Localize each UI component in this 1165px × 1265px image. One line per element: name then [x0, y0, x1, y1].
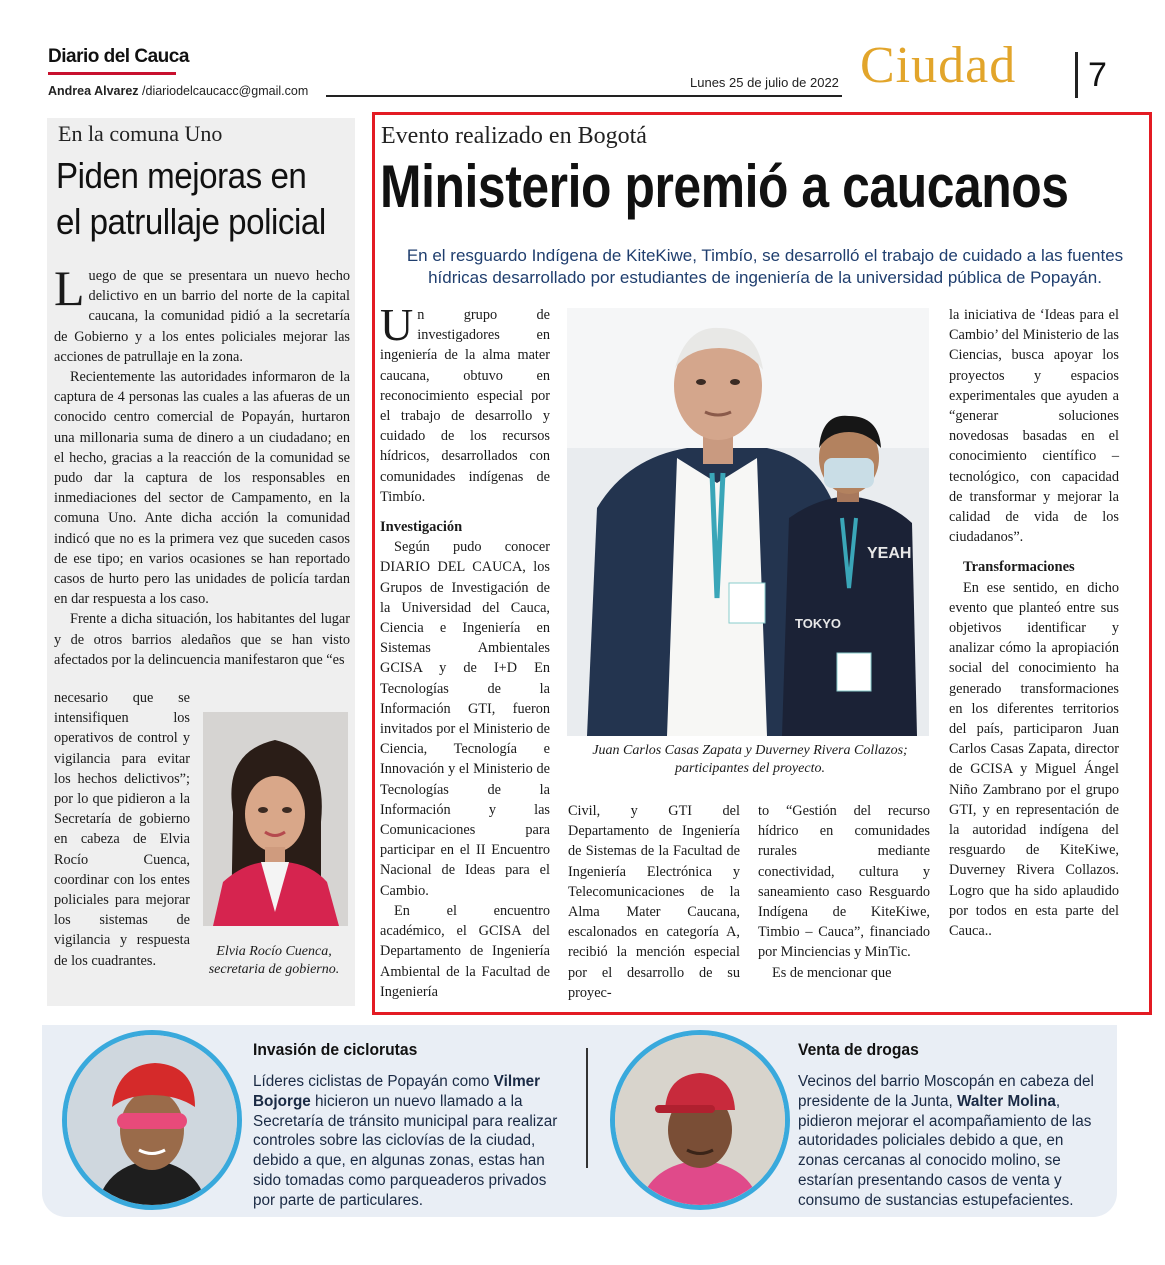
main-column-4 [949, 305, 1119, 941]
brief-2-text [798, 1072, 1108, 1211]
byline-author: Andrea Alvarez [48, 84, 139, 98]
main-photo-caption: Juan Carlos Casas Zapata y Duverney Rivera Collazos; participantes del proyecto. [592, 743, 908, 776]
main-column-4-text: la iniciativa de ‘Ideas para el Cambio’ del Ministerio de las Ciencias, busca apoyar los proyectos y espacios experimentales que ayuden a “generar soluciones novedosas basadas en el conocimiento científico – tecnológico, con capacidad de transformar y mejorar la calidad de vida de los ciudadanos”. [949, 307, 1119, 546]
section-separator [1075, 52, 1078, 98]
left-dropcap: L [54, 260, 85, 316]
left-article-title: Piden mejoras en el patrullaje policial [56, 155, 326, 242]
brief-2-text-a: Vecinos del barrio Moscopán en cabeza del presidente de la Junta, [798, 1073, 1094, 1110]
main-article-title: Ministerio premió a caucanos [380, 153, 1069, 220]
cyclist-illustration [67, 1035, 237, 1205]
brief-1-text-b: hicieron un nuevo llamado a la Secretaría de tránsito municipal para realizar controles sobre las ciclovías de la ciudad, debido a que, en algunas zonas, estas han sido tomadas como parqueaderos privados por parte de particulares. [253, 1092, 558, 1209]
brief-2-text-b: , pidieron mejorar el acompañamiento de las autoridades policiales debido a que, en zonas cercanas al conocido molino, se estarían presentando casos de venta y consumo de sustancias estupefacientes. [798, 1092, 1092, 1209]
svg-text:YEAH: YEAH [867, 545, 912, 562]
masthead-underline [48, 72, 176, 75]
brief-1-text [253, 1072, 563, 1211]
left-article-body [54, 260, 350, 670]
issue-date: Lunes 25 de julio de 2022 [690, 75, 839, 90]
main-paragraph-3: En el encuentro académico, el GCISA del Departamento de Ingeniería Ambiental de la Facultad de Ingeniería [380, 902, 550, 1000]
brief-1-bold-name: Vilmer Bojorge [253, 1073, 541, 1110]
header-divider [326, 95, 842, 97]
main-column-1 [380, 299, 550, 1002]
masthead-logo: Diario del Cauca [48, 46, 189, 67]
left-article-kicker: En la comuna Uno [58, 121, 223, 146]
portrait-woman-illustration [203, 712, 348, 926]
main-article-subtitle: En el resguardo Indígena de KiteKiwe, Timbío, se desarrolló el trabajo de cuidado a las fuentes hídricas desarrollado por estudiantes de ingeniería de la universidad pública de Popayán. [406, 246, 1124, 287]
left-paragraph-3-continued: necesario que se intensifiquen los operativos de control y vigilancia para evitar los hechos delictivos”; por lo que pidieron a la Secretaría de gobierno en cabeza de Elvia Rocío Cuenca, coordinar con los entes policiales para mejorar los sistemas de vigilancia y respuesta de los cuadrantes. [54, 690, 190, 969]
byline-email: /diariodelcaucacc@gmail.com [138, 84, 309, 98]
left-paragraph-3: Frente a dicha situación, los habitantes del lugar y de otros barrios aledaños que se han visto afectados por la delincuencia manifestaron que “es [54, 611, 350, 668]
award-winners-photo [567, 308, 929, 736]
man-cap-illustration [615, 1035, 785, 1205]
main-column-2 [568, 801, 740, 1003]
heading-investigacion: Investigación [380, 519, 463, 536]
main-column-3 [758, 801, 930, 983]
elvia-cuenca-photo [203, 712, 348, 926]
left-paragraph-2: Recientemente las autoridades informaron de la captura de 4 personas las cuales a las afueras de un conocido centro comercial de Popayán, hurtaron una millonaria suma de dinero a un ciudadano; en el hecho, gracias a la reacción de la comunidad se pudo dar la captura de los responsables en inmediaciones del sector de Campamento, en la comuna Uno. Ante dicha acción la comunidad indicó que no es la primera vez que suceden casos de ese tipo; en varios ocasiones se han reportado casos de hurto pero las unidades de policía tardan en dar respuesta a los caso. [54, 369, 350, 608]
brief-1-text-a: Líderes ciclistas de Popayán como [253, 1073, 494, 1090]
main-dropcap: U [380, 299, 414, 350]
main-column-3-text: to “Gestión del recurso hídrico en comunidades rurales mediante conectividad, cultura y saneamiento caso Resguardo Indígena de KiteKiwe, Timbio – Cauca”, financiado por Minciencias y MinTic. [758, 803, 930, 961]
main-column-2-text: Civil, y GTI del Departamento de Ingeniería de Sistemas de la Facultad de Ingeniería Electrónica y Telecomunicaciones de la Alma Mater Caucana, escalonados en categoría A, recibió la mención especial por el desarrollo de su proyec- [568, 803, 740, 1001]
heading-transformaciones: Transformaciones [963, 559, 1075, 576]
elvia-photo-caption: Elvia Rocío Cuenca, secretaria de gobierno. [208, 944, 340, 977]
svg-text:TOKYO: TOKYO [795, 616, 841, 631]
page-number: 7 [1088, 56, 1107, 94]
cyclist-photo [62, 1030, 242, 1210]
two-men-illustration [567, 308, 929, 736]
section-name: Ciudad [860, 37, 1017, 94]
byline [48, 84, 308, 98]
main-paragraph-2: Según pudo conocer DIARIO DEL CAUCA, los Grupos de Investigación de la Universidad del Cauca, Ciencia e Ingeniería en Sistemas Ambientales GCISA y de I+D En Tecnologías de la Información GTI, fueron invitados por el Ministerio de Ciencia, Tecnología e Innovación y el Ministerio de Tecnologías de la Información y las Comunicaciones para participar en el II Encuentro Nacional de Ideas para el Cambio. [380, 539, 550, 899]
briefs-divider [586, 1048, 588, 1168]
left-paragraph-1: uego de que se presentara un nuevo hecho delictivo en un barrio del norte de la capital caucana, la comunidad pidió a la secretaría de Gobierno y a los entes policiales mejorar las acciones de patrullaje en la zona. [54, 268, 350, 365]
main-column-3-text-2: Es de mencionar que [772, 964, 892, 981]
main-paragraph-1: n grupo de investigadores en ingeniería de la alma mater caucana, obtuvo en reconocimiento especial por el trabajo de desarrollo y cuidado de los recursos hídricos, desarrollados con comunidades indígenas de Timbío. [380, 307, 550, 505]
walter-molina-photo [610, 1030, 790, 1210]
main-article-kicker: Evento realizado en Bogotá [381, 123, 647, 149]
brief-2-title: Venta de drogas [798, 1040, 919, 1059]
brief-2-bold-name: Walter Molina [957, 1092, 1056, 1110]
main-column-4-text-2: En ese sentido, en dicho evento que planteó entre sus objetivos identificar y analizar cómo la apropiación social del conocimiento ha generado transformaciones en los diferentes territorios del país, participaron Juan Carlos Casas Zapata, director de GCISA y Miguel Ángel Niño Zambrano por el grupo GTI, y en representación de la autoridad indígena del resguardo de KiteKiwe, Duverney Rivera Collazos. Logro que ha sido aplaudido por todos en esta parte del Cauca.. [949, 579, 1119, 940]
brief-1-title: Invasión de ciclorutas [253, 1040, 418, 1059]
